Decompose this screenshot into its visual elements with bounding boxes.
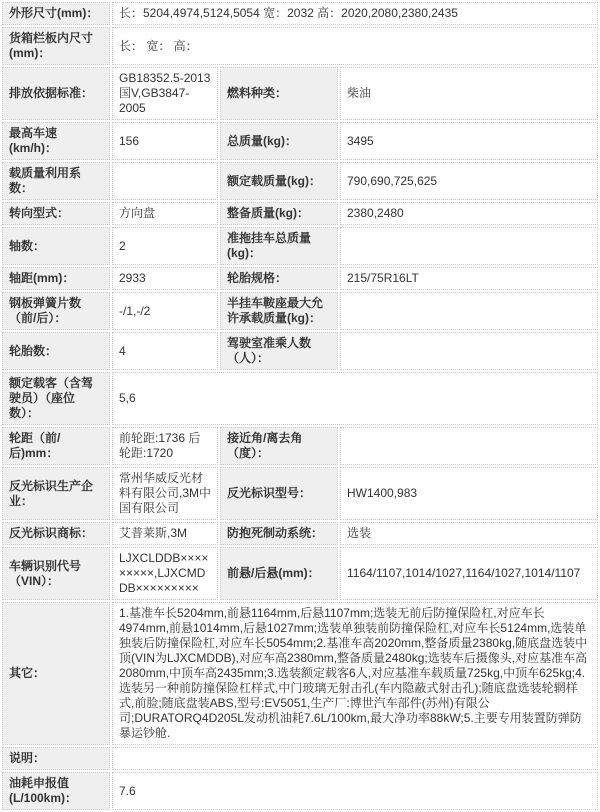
spec-label: 总质量(kg)： <box>220 122 338 160</box>
spec-value: 柴油 <box>340 67 598 120</box>
table-row <box>2 547 598 600</box>
spec-value: 156 <box>112 122 218 160</box>
spec-value: HW1400,983 <box>340 467 598 520</box>
spec-value: 3495 <box>340 122 598 160</box>
spec-value: 4 <box>112 332 218 370</box>
spec-table-body <box>2 2 598 810</box>
spec-label: 前悬/后悬(mm)： <box>220 547 338 600</box>
spec-label: 轴数： <box>2 227 110 265</box>
spec-value: 1.基准车长5204mm,前悬1164mm,后悬1107mm;选装无前后防撞保险杠,对应车长4974mm,前悬1014mm,后悬1027mm;选装单独装前防撞保险杠,对应车长5124mm,选装单独装后防撞保险杠,对应车长5054mm;2.基准车高2020mm,整备质量2380kg,随底盘选装中顶(VIN为LJXCMDDB),对应车高2380mm,整备质量2480kg;选装车后摄像头,对应基准车高2080mm,中顶车高2435mm;3.选装额定载客6人,对应基准车载质量725kg,中顶车625kg;4.选装另一种前防撞保险杠样式,中门玻璃无射击孔(车内隐蔽式射击孔);随底盘选装轮辋样式,前脸;随底盘装ABS,型号:EV5051,生产厂:博世汽车部件(苏州)有限公司;DURATORQ4D205L发动机油耗7.6L/100km,最大净功率88kW;5.主要专用装置防弹防暴运钞舱. <box>112 602 598 745</box>
spec-label: 准拖挂车总质量(kg)： <box>220 227 338 265</box>
spec-value <box>340 332 598 370</box>
spec-label: 额定载质量(kg)： <box>220 162 338 200</box>
spec-value <box>340 292 598 330</box>
spec-value: 790,690,725,625 <box>340 162 598 200</box>
spec-value: 前轮距:1736 后轮距:1720 <box>112 427 218 465</box>
spec-label: 反光标识型号： <box>220 467 338 520</box>
spec-value: 艾普莱斯,3M <box>112 522 218 545</box>
spec-value: 2380,2480 <box>340 202 598 225</box>
spec-label: 轴距(mm)： <box>2 267 110 290</box>
spec-value: 长：5204,4974,5124,5054 宽：2032 高：2020,2080,2380,2435 <box>112 2 598 25</box>
spec-label: 钢板弹簧片数（前/后）： <box>2 292 110 330</box>
spec-label: 驾驶室准乘人数（人）： <box>220 332 338 370</box>
table-row <box>2 267 598 290</box>
spec-label: 最高车速(km/h)： <box>2 122 110 160</box>
spec-label: 载质量利用系数： <box>2 162 110 200</box>
spec-value: 长： 宽： 高： <box>112 27 598 65</box>
table-row <box>2 747 598 770</box>
spec-label: 油耗申报值(L/100km)： <box>2 772 110 810</box>
table-row <box>2 467 598 520</box>
spec-label: 反光标识生产企业： <box>2 467 110 520</box>
spec-label: 其它： <box>2 602 110 745</box>
spec-value <box>112 747 598 770</box>
table-row <box>2 292 598 330</box>
spec-label: 燃料种类： <box>220 67 338 120</box>
spec-label: 说明： <box>2 747 110 770</box>
table-row <box>2 332 598 370</box>
spec-value: 1164/1107,1014/1027,1164/1027,1014/1107 <box>340 547 598 600</box>
table-row <box>2 2 598 25</box>
spec-label: 接近角/离去角（度）： <box>220 427 338 465</box>
spec-label: 反光标识商标： <box>2 522 110 545</box>
spec-value: LJXCLDDB×××××××××,LJXCMDDB××××××××× <box>112 547 218 600</box>
spec-label: 转向型式： <box>2 202 110 225</box>
spec-value: 方向盘 <box>112 202 218 225</box>
table-row <box>2 122 598 160</box>
table-row <box>2 602 598 745</box>
spec-value: 2933 <box>112 267 218 290</box>
table-row <box>2 427 598 465</box>
table-row <box>2 772 598 810</box>
spec-label: 货箱栏板内尺寸(mm)： <box>2 27 110 65</box>
table-row <box>2 227 598 265</box>
table-row <box>2 27 598 65</box>
spec-value <box>340 227 598 265</box>
spec-value: 常州华威反光材料有限公司,3M中国有限公司 <box>112 467 218 520</box>
spec-value <box>340 427 598 465</box>
spec-label: 轮距（前/后)mm： <box>2 427 110 465</box>
spec-label: 外形尺寸(mm)： <box>2 2 110 25</box>
table-row <box>2 202 598 225</box>
spec-value: -/1,-/2 <box>112 292 218 330</box>
spec-label: 车辆识别代号（VIN）： <box>2 547 110 600</box>
spec-label: 轮胎规格： <box>220 267 338 290</box>
spec-label: 额定载客（含驾驶员）（座位数）： <box>2 372 110 425</box>
spec-value: 2 <box>112 227 218 265</box>
table-row <box>2 67 598 120</box>
table-row <box>2 372 598 425</box>
spec-value: GB18352.5-2013国V,GB3847-2005 <box>112 67 218 120</box>
spec-value: 215/75R16LT <box>340 267 598 290</box>
spec-value: 5,6 <box>112 372 598 425</box>
spec-value <box>112 162 218 200</box>
spec-value: 7.6 <box>112 772 598 810</box>
spec-label: 轮胎数： <box>2 332 110 370</box>
spec-label: 排放依据标准： <box>2 67 110 120</box>
table-row <box>2 522 598 545</box>
spec-label: 半挂车鞍座最大允许承载质量(kg)： <box>220 292 338 330</box>
table-row <box>2 162 598 200</box>
spec-label: 防抱死制动系统： <box>220 522 338 545</box>
spec-label: 整备质量(kg)： <box>220 202 338 225</box>
spec-value: 选装 <box>340 522 598 545</box>
